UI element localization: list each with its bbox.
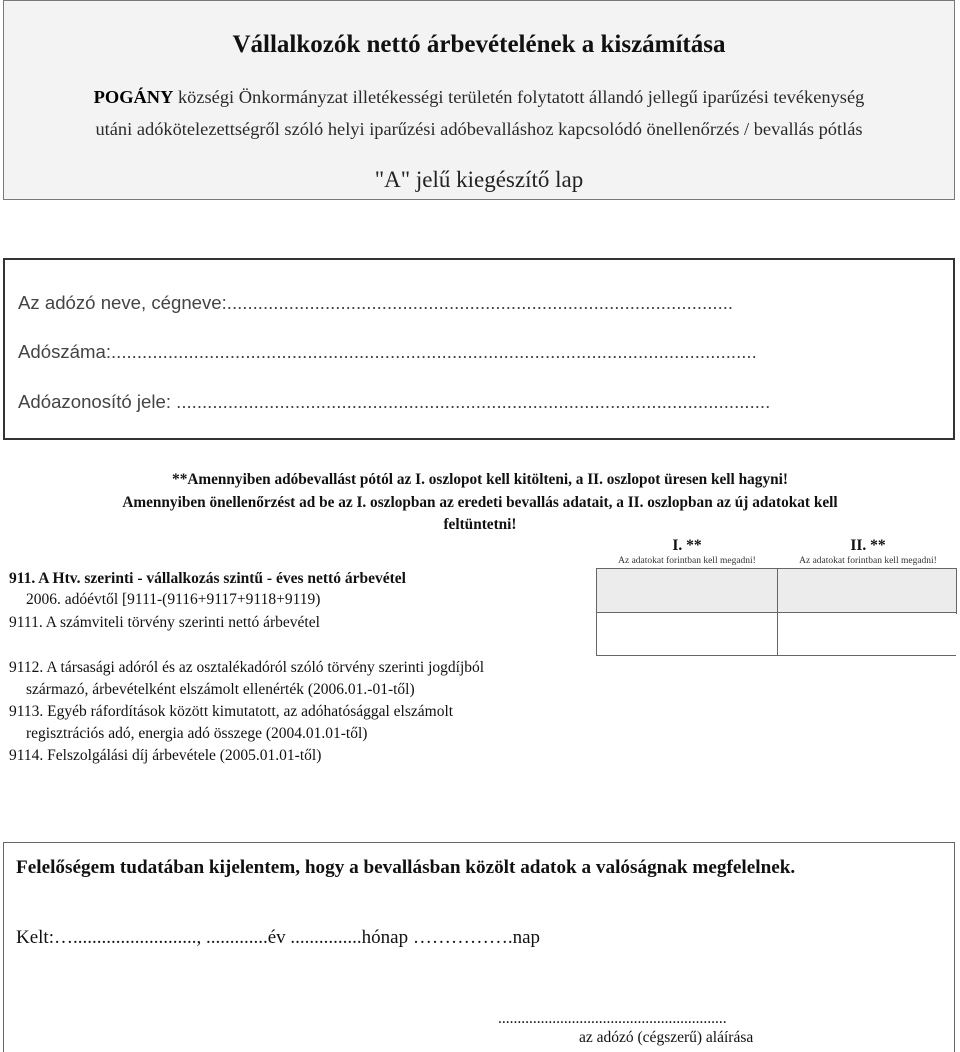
row-911-sublabel: 2006. adóévtől [9111-(9116+9117+9118+9119) [26, 591, 321, 608]
header-box [3, 0, 955, 200]
column-1-note: Az adatokat forintban kell megadni! [618, 556, 756, 566]
header-line-1-text: községi Önkormányzat illetékességi területén folytatott állandó jellegű iparűzési tevékenység [173, 87, 865, 107]
instruction-note-2: Amennyiben önellenőrzést ad be az I. oszlopban az eredeti bevallás adatait, a II. oszlopban az új adatokat kell [122, 494, 838, 511]
row-9112-label-cont: származó, árbevételként elszámolt ellenérték (2006.01.-01-től) [26, 681, 415, 698]
row-9111-col2-input[interactable] [777, 612, 956, 656]
instruction-note-3: feltüntetni! [443, 516, 517, 533]
row-9111-col1-input[interactable] [596, 612, 779, 656]
row-911-code: 911. [9, 570, 39, 587]
row-9113-label-cont: regisztrációs adó, energia adó összege (2004.01.01-től) [26, 725, 368, 742]
page-title: Vállalkozók nettó árbevételének a kiszámítása [232, 31, 726, 58]
column-1-header [597, 537, 777, 566]
declaration-statement: Felelőségem tudatában kijelentem, hogy a bevallásban közölt adatok a valóságnak megfelelnek. [16, 857, 796, 878]
signature-label: az adózó (cégszerű) aláírása [579, 1029, 754, 1046]
column-2-title: II. ** [850, 537, 886, 554]
row-911-col2-shaded [777, 568, 957, 614]
row-911-col1-shaded [596, 568, 779, 614]
declaration-box [3, 842, 955, 1052]
header-line-1 [4, 87, 954, 108]
row-9112-label: 9112. A társasági adóról és az osztalékadóról szóló törvény szerinti jogdíjból [9, 659, 485, 676]
form-subtitle: "A" jelű kiegészítő lap [374, 167, 584, 192]
taxpayer-name-field[interactable]: Az adózó neve, cégneve:.................................................................................................. [18, 292, 734, 313]
column-1-title: I. ** [672, 537, 702, 554]
instruction-note-1: **Amennyiben adóbevallást pótól az I. oszlopot kell kitölteni, a II. oszlopot üresen kell hagyni! [172, 471, 788, 488]
taxpayer-box [3, 258, 955, 440]
row-911-label [9, 570, 406, 588]
signature-line[interactable]: ........................................................... [498, 1010, 727, 1027]
date-line[interactable]: Kelt:….........................., .............év ...............hónap …………….nap [16, 927, 541, 948]
column-2-note: Az adatokat forintban kell megadni! [799, 556, 937, 566]
tax-number-field[interactable]: Adószáma:............................................................................................................................. [18, 341, 757, 362]
row-9111-label: 9111. A számviteli törvény szerinti nettó árbevétel [9, 614, 320, 631]
row-911-text: A Htv. szerinti - vállalkozás szintű - éves nettó árbevétel [38, 570, 406, 587]
tax-id-field[interactable]: Adóazonosító jele: ................................................................................................................... [18, 391, 771, 412]
row-9113-label: 9113. Egyéb ráfordítások között kimutatott, az adóhatósággal elszámolt [9, 703, 454, 720]
column-2-header [778, 537, 958, 566]
row-9114-label: 9114. Felszolgálási díj árbevétele (2005.01.01-től) [9, 747, 322, 764]
header-line-2: utáni adókötelezettségről szóló helyi iparűzési adóbevalláshoz kapcsolódó önellenőrzés / bevallás pótlás [95, 119, 863, 139]
municipality-name: POGÁNY [93, 87, 174, 107]
